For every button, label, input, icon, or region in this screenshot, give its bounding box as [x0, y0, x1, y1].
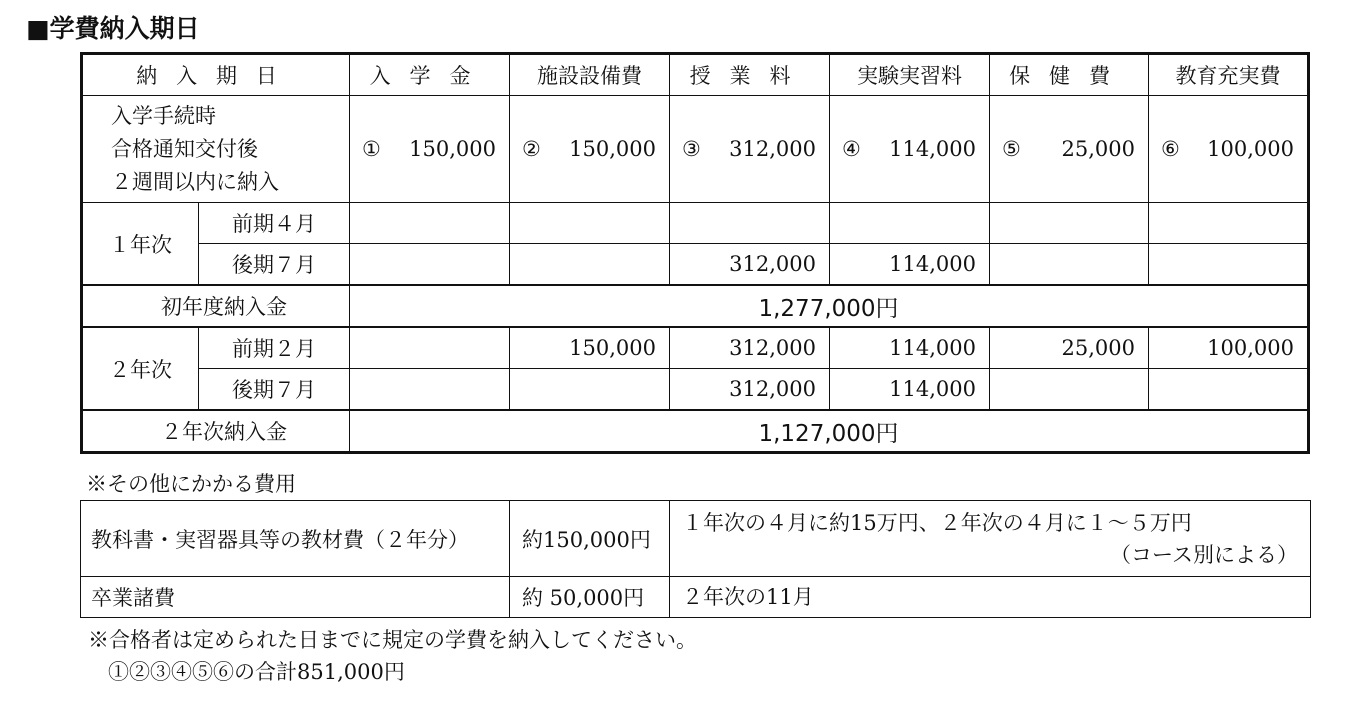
year1-total-row — [82, 285, 1309, 327]
header-payment-date: 納入期日 — [82, 54, 350, 96]
year2-second-term-label: 後期７月 — [199, 369, 350, 411]
entry-lab-cell — [830, 96, 990, 203]
header-tuition: 授業料 — [670, 54, 830, 96]
empty-cell — [1149, 244, 1309, 286]
year1-second-term-label: 後期７月 — [199, 244, 350, 286]
amount: 150,000 — [409, 137, 497, 161]
circled-number: ⑥ — [1161, 137, 1180, 161]
empty-cell — [1149, 369, 1309, 411]
year2-second-lab-fee: 114,000 — [830, 369, 990, 411]
amount: 114,000 — [889, 137, 977, 161]
year2-first-term-label: 前期２月 — [199, 327, 350, 369]
other-cost-item: 教科書・実習器具等の教材費（２年分） — [81, 501, 510, 577]
empty-cell — [510, 369, 670, 411]
year1-total-amount: 1,277,000円 — [350, 285, 1309, 327]
amount: 312,000 — [729, 137, 817, 161]
other-cost-item: 卒業諸費 — [81, 577, 510, 618]
entry-health-cell — [990, 96, 1149, 203]
year2-second-row — [82, 369, 1309, 411]
empty-cell — [350, 203, 510, 244]
year2-first-facility: 150,000 — [510, 327, 670, 369]
empty-cell — [990, 203, 1149, 244]
other-cost-amount: 約 50,000円 — [510, 577, 670, 618]
year2-first-health-fee: 25,000 — [990, 327, 1149, 369]
year1-second-tuition: 312,000 — [670, 244, 830, 286]
other-cost-amount: 約150,000円 — [510, 501, 670, 577]
empty-cell — [510, 203, 670, 244]
entry-admission-cell — [350, 96, 510, 203]
empty-cell — [990, 244, 1149, 286]
year1-second-row — [82, 244, 1309, 286]
other-cost-description — [670, 501, 1311, 577]
other-cost-description: ２年次の11月 — [670, 577, 1311, 618]
header-health-fee: 保健費 — [990, 54, 1149, 96]
year2-first-enrichment-fee: 100,000 — [1149, 327, 1309, 369]
empty-cell — [1149, 203, 1309, 244]
empty-cell — [990, 369, 1149, 411]
other-cost-row — [81, 577, 1311, 618]
entry-period-label — [82, 96, 350, 203]
amount: 100,000 — [1207, 137, 1295, 161]
amount: 150,000 — [569, 137, 657, 161]
empty-cell — [670, 203, 830, 244]
fee-schedule-table — [80, 52, 1310, 454]
year2-first-lab-fee: 114,000 — [830, 327, 990, 369]
year2-label: ２年次 — [82, 327, 199, 410]
entry-tuition-cell — [670, 96, 830, 203]
year2-second-tuition: 312,000 — [670, 369, 830, 411]
year2-first-tuition: 312,000 — [670, 327, 830, 369]
amount: 25,000 — [1061, 137, 1136, 161]
year2-total-row — [82, 410, 1309, 453]
circled-number: ② — [522, 137, 541, 161]
year2-total-label: ２年次納入金 — [82, 410, 350, 453]
header-enrichment-fee: 教育充実費 — [1149, 54, 1309, 96]
entry-line-1: 入学手続時 — [111, 103, 216, 128]
other-cost-row — [81, 501, 1311, 577]
year1-total-label: 初年度納入金 — [82, 285, 350, 327]
payment-sum-note: ①②③④⑤⑥の合計851,000円 — [108, 660, 405, 684]
circled-number: ① — [362, 137, 381, 161]
entry-line-2: 合格通知交付後 — [111, 136, 258, 161]
circled-number: ⑤ — [1002, 137, 1021, 161]
description-line-1: １年次の４月に約15万円、２年次の４月に１～５万円 — [682, 510, 1192, 535]
header-facility-fee: 施設設備費 — [510, 54, 670, 96]
year2-total-amount: 1,127,000円 — [350, 410, 1309, 453]
description-line-2: （コース別による） — [1110, 542, 1298, 567]
circled-number: ③ — [682, 137, 701, 161]
empty-cell — [830, 203, 990, 244]
year1-first-row — [82, 203, 1309, 244]
year1-label: １年次 — [82, 203, 199, 286]
entry-line-3: ２週間以内に納入 — [111, 169, 279, 194]
other-costs-heading: ※その他にかかる費用 — [86, 472, 296, 496]
year2-first-row — [82, 327, 1309, 369]
page-title: ■学費納入期日 — [26, 14, 200, 43]
empty-cell — [510, 244, 670, 286]
empty-cell — [350, 369, 510, 411]
header-row — [82, 54, 1309, 96]
header-lab-fee: 実験実習料 — [830, 54, 990, 96]
empty-cell — [350, 244, 510, 286]
payment-note: ※合格者は定められた日までに規定の学費を納入してください。 — [88, 628, 697, 652]
entry-row — [82, 96, 1309, 203]
year2-first-admission — [350, 327, 510, 369]
entry-facility-cell — [510, 96, 670, 203]
other-costs-table — [80, 500, 1311, 618]
circled-number: ④ — [842, 137, 861, 161]
header-admission-fee: 入学金 — [350, 54, 510, 96]
year1-second-lab-fee: 114,000 — [830, 244, 990, 286]
entry-enrichment-cell — [1149, 96, 1309, 203]
year1-first-term-label: 前期４月 — [199, 203, 350, 244]
